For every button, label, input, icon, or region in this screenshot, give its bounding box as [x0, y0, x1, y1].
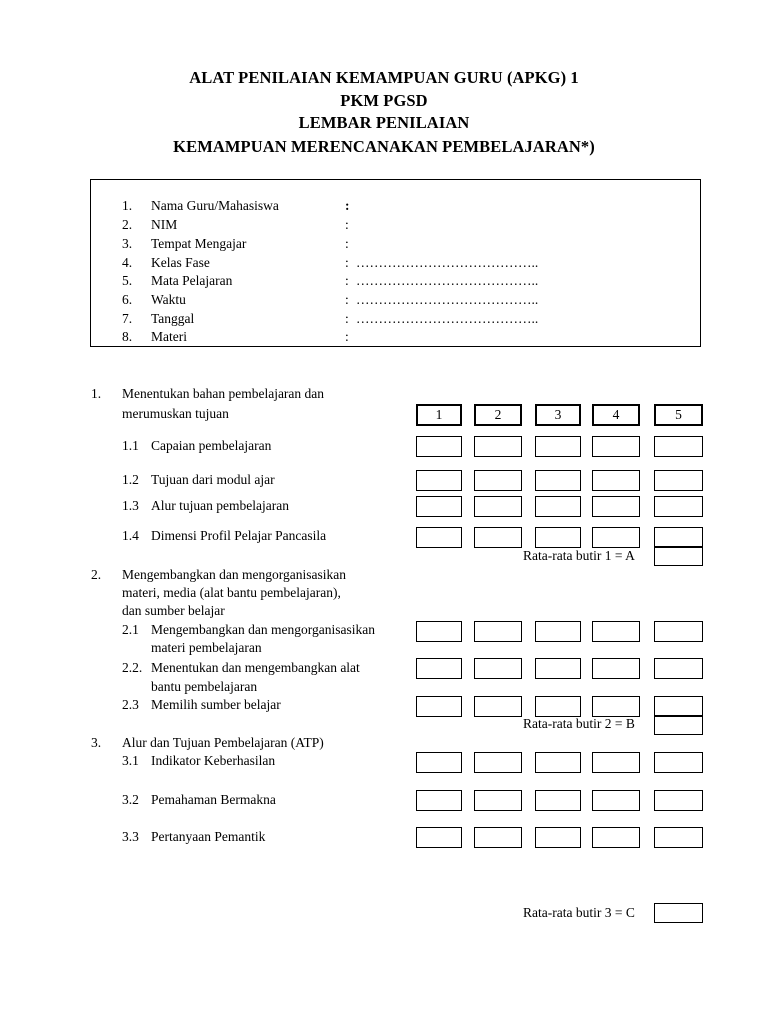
- item-number: 2.2.: [122, 660, 143, 675]
- score-box[interactable]: [535, 527, 581, 548]
- score-box[interactable]: [535, 496, 581, 517]
- section-2-title-cont: dan sumber belajar: [122, 603, 225, 618]
- score-box[interactable]: [474, 696, 522, 717]
- average-box-b[interactable]: [654, 715, 703, 735]
- score-box[interactable]: [654, 790, 703, 811]
- competency-title: KEMAMPUAN MERENCANAKAN PEMBELAJARAN*): [173, 137, 595, 156]
- section-3-title: Alur dan Tujuan Pembelajaran (ATP): [122, 735, 324, 750]
- score-box[interactable]: [592, 752, 640, 773]
- score-box[interactable]: [535, 470, 581, 491]
- score-box[interactable]: [416, 752, 462, 773]
- item-number: 3.3: [122, 829, 139, 844]
- identity-colon: :: [345, 217, 349, 232]
- item-label: Mengembangkan dan mengorganisasikan: [151, 622, 375, 637]
- form-title: ALAT PENILAIAN KEMAMPUAN GURU (APKG) 1: [189, 68, 579, 87]
- section-1-title-cont: merumuskan tujuan: [122, 406, 229, 421]
- item-number: 3.2: [122, 792, 139, 807]
- identity-label: Kelas Fase: [151, 255, 210, 270]
- score-box[interactable]: [416, 527, 462, 548]
- identity-number: 1.: [122, 198, 133, 213]
- identity-number: 6.: [122, 292, 133, 307]
- section-3-number: 3.: [91, 735, 102, 750]
- score-box[interactable]: [416, 496, 462, 517]
- scale-header-5: 5: [654, 404, 703, 426]
- item-label: Menentukan dan mengembangkan alat: [151, 660, 360, 675]
- score-box[interactable]: [416, 696, 462, 717]
- section-2-title-cont: materi, media (alat bantu pembelajaran),: [122, 585, 341, 600]
- average-box-a[interactable]: [654, 546, 703, 566]
- identity-label: Waktu: [151, 292, 186, 307]
- score-box[interactable]: [654, 752, 703, 773]
- score-box[interactable]: [535, 658, 581, 679]
- score-box[interactable]: [474, 621, 522, 642]
- average-label-c: Rata-rata butir 3 = C: [523, 905, 635, 920]
- score-box[interactable]: [592, 827, 640, 848]
- item-number: 1.3: [122, 498, 139, 513]
- identity-value: …………………………………..: [356, 255, 539, 270]
- score-box[interactable]: [535, 827, 581, 848]
- item-label: Pemahaman Bermakna: [151, 792, 276, 807]
- average-label-b: Rata-rata butir 2 = B: [523, 716, 635, 731]
- scale-header-4: 4: [592, 404, 640, 426]
- identity-number: 7.: [122, 311, 133, 326]
- score-box[interactable]: [474, 752, 522, 773]
- average-box-c[interactable]: [654, 903, 703, 923]
- score-box[interactable]: [474, 827, 522, 848]
- scale-header-3: 3: [535, 404, 581, 426]
- section-2-title: Mengembangkan dan mengorganisasikan: [122, 567, 346, 582]
- scale-header-2: 2: [474, 404, 522, 426]
- score-box[interactable]: [416, 658, 462, 679]
- score-box[interactable]: [592, 527, 640, 548]
- section-1-title: Menentukan bahan pembelajaran dan: [122, 386, 325, 401]
- score-box[interactable]: [535, 752, 581, 773]
- identity-colon: :: [345, 236, 349, 251]
- item-number: 1.2: [122, 472, 139, 487]
- score-box[interactable]: [654, 470, 703, 491]
- identity-value: …………………………………..: [356, 292, 539, 307]
- item-label: Capaian pembelajaran: [151, 438, 272, 453]
- item-label: Pertanyaan Pemantik: [151, 829, 266, 844]
- item-label: Memilih sumber belajar: [151, 697, 281, 712]
- score-box[interactable]: [474, 470, 522, 491]
- score-box[interactable]: [592, 470, 640, 491]
- score-box[interactable]: [592, 621, 640, 642]
- identity-colon: :: [345, 255, 349, 270]
- identity-number: 4.: [122, 255, 133, 270]
- identity-label: NIM: [151, 217, 178, 232]
- item-label-cont: bantu pembelajaran: [151, 679, 258, 694]
- identity-colon: :: [345, 329, 349, 344]
- identity-number: 2.: [122, 217, 133, 232]
- identity-colon: :: [345, 311, 349, 326]
- item-number: 1.4: [122, 528, 139, 543]
- item-number: 3.1: [122, 753, 139, 768]
- identity-colon: :: [345, 273, 349, 288]
- identity-value: …………………………………..: [356, 273, 539, 288]
- score-box[interactable]: [592, 790, 640, 811]
- identity-label: Mata Pelajaran: [151, 273, 233, 288]
- identity-colon: :: [345, 292, 349, 307]
- score-box[interactable]: [654, 496, 703, 517]
- item-number: 1.1: [122, 438, 139, 453]
- sheet-title: LEMBAR PENILAIAN: [298, 113, 470, 132]
- score-box[interactable]: [654, 658, 703, 679]
- identity-number: 3.: [122, 236, 133, 251]
- program-title: PKM PGSD: [340, 91, 428, 110]
- score-box[interactable]: [474, 496, 522, 517]
- item-label: Alur tujuan pembelajaran: [151, 498, 289, 513]
- score-box[interactable]: [474, 790, 522, 811]
- score-box[interactable]: [592, 496, 640, 517]
- score-box[interactable]: [416, 790, 462, 811]
- score-box[interactable]: [535, 436, 581, 457]
- section-1-number: 1.: [91, 386, 102, 401]
- item-label: Indikator Keberhasilan: [151, 753, 276, 768]
- score-box[interactable]: [592, 658, 640, 679]
- section-2-number: 2.: [91, 567, 102, 582]
- score-box[interactable]: [654, 436, 703, 457]
- average-label-a: Rata-rata butir 1 = A: [523, 548, 635, 563]
- score-box[interactable]: [416, 470, 462, 491]
- score-box[interactable]: [654, 527, 703, 548]
- score-box[interactable]: [416, 621, 462, 642]
- score-box[interactable]: [654, 621, 703, 642]
- identity-label: Nama Guru/Mahasiswa: [151, 198, 279, 213]
- score-box[interactable]: [416, 436, 462, 457]
- score-box[interactable]: [592, 436, 640, 457]
- identity-value: …………………………………..: [356, 311, 539, 326]
- identity-label: Tempat Mengajar: [151, 236, 247, 251]
- score-box[interactable]: [474, 527, 522, 548]
- score-box[interactable]: [474, 658, 522, 679]
- identity-number: 8.: [122, 329, 133, 344]
- score-box[interactable]: [535, 790, 581, 811]
- scale-header-1: 1: [416, 404, 462, 426]
- identity-label: Tanggal: [151, 311, 195, 326]
- score-box[interactable]: [592, 696, 640, 717]
- identity-label: Materi: [151, 329, 187, 344]
- score-box[interactable]: [535, 696, 581, 717]
- identity-number: 5.: [122, 273, 133, 288]
- score-box[interactable]: [474, 436, 522, 457]
- item-number: 2.3: [122, 697, 139, 712]
- identity-colon: :: [345, 198, 350, 213]
- score-box[interactable]: [416, 827, 462, 848]
- score-box[interactable]: [535, 621, 581, 642]
- score-box[interactable]: [654, 827, 703, 848]
- item-number: 2.1: [122, 622, 139, 637]
- item-label: Dimensi Profil Pelajar Pancasila: [151, 528, 327, 543]
- score-box[interactable]: [654, 696, 703, 717]
- item-label: Tujuan dari modul ajar: [151, 472, 275, 487]
- item-label-cont: materi pembelajaran: [151, 640, 262, 655]
